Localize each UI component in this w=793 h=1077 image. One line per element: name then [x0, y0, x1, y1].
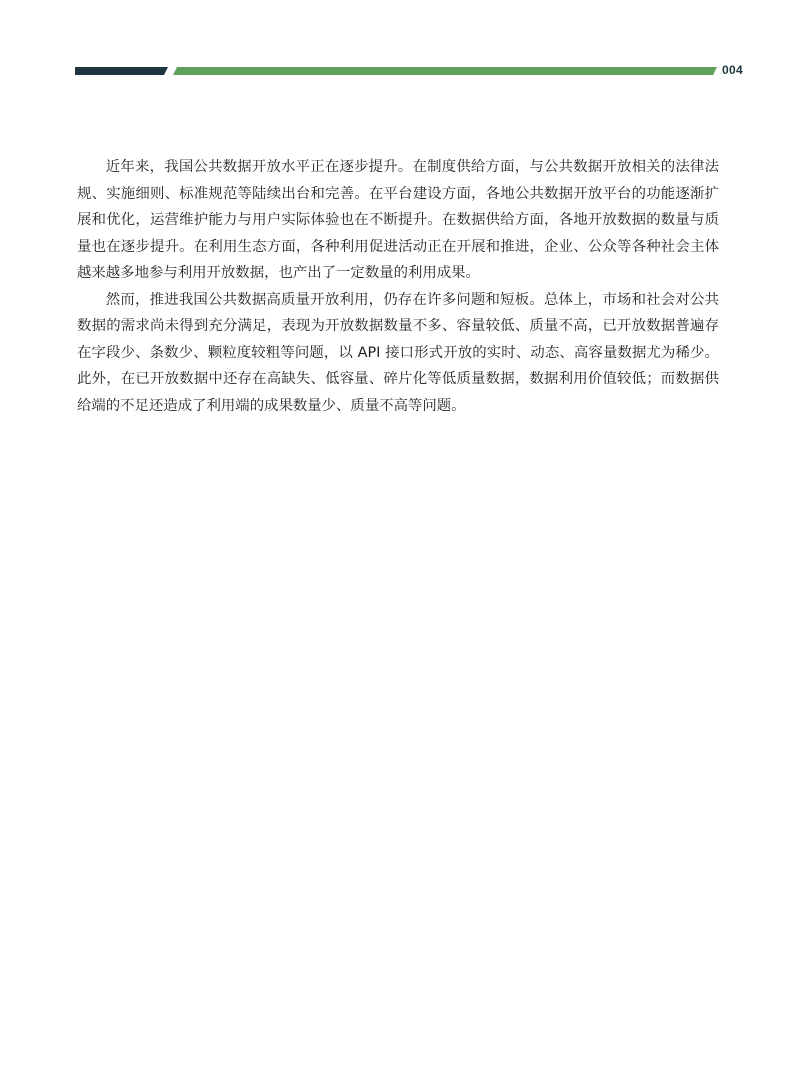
header-dark-stripe — [75, 67, 168, 75]
paragraph-1: 近年来，我国公共数据开放水平正在逐步提升。在制度供给方面，与公共数据开放相关的法律法规、实施细则、标准规范等陆续出台和完善。在平台建设方面，各地公共数据开放平台的功能逐渐扩展和优化，运营维护能力与用户实际体验也在不断提升。在数据供给方面，各地开放数据的数量与质量也在逐步提升。在利用生态方面，各种利用促进活动正在开展和推进，企业、公众等各种社会主体越来越多地参与利用开放数据，也产出了一定数量的利用成果。 — [77, 159, 719, 281]
page-header — [0, 0, 793, 90]
page-number: 004 — [722, 63, 743, 77]
paragraph-2: 然而，推进我国公共数据高质量开放利用，仍存在许多问题和短板。总体上，市场和社会对公共数据的需求尚未得到充分满足，表现为开放数据数量不多、容量较低、质量不高，已开放数据普遍存在字段少、条数少、颗粒度较粗等问题，以 API 接口形式开放的实时、动态、高容量数据尤为稀少。此外，在已开放数据中还存在高缺失、低容量、碎片化等低质量数据，数据利用价值较低；而数据供给端的不足还造成了利用端的成果数量少、质量不高等问题。 — [77, 291, 719, 414]
header-green-stripe — [173, 67, 717, 75]
body-text — [77, 154, 719, 419]
header-stripes — [0, 0, 793, 90]
